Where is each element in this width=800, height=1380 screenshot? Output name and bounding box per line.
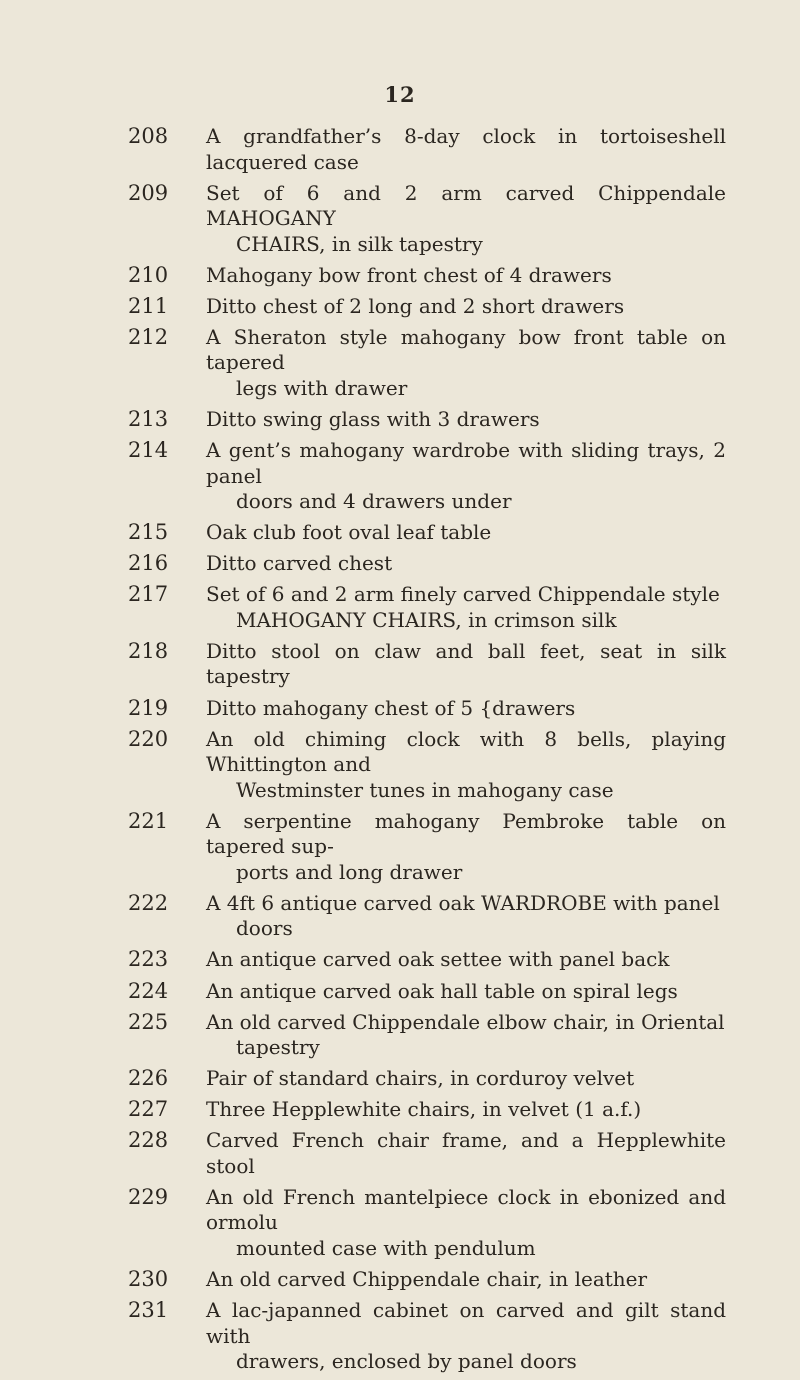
lot-description bbox=[206, 181, 726, 258]
lot-number: 224 bbox=[128, 978, 169, 1003]
lot-number: 209 bbox=[128, 180, 169, 205]
lot-number: 226 bbox=[128, 1066, 169, 1091]
lot-number: 216 bbox=[128, 551, 169, 576]
lot-description-continuation: ports and long drawer bbox=[236, 859, 463, 884]
lot-description-continuation: Westminster tunes in mahogany case bbox=[236, 777, 614, 802]
lot-description-continuation: CHAIRS, in silk tapestry bbox=[236, 231, 483, 256]
lot-description-line: A 4ft 6 antique carved oak WARDROBE with panel bbox=[206, 890, 720, 915]
lot-entry bbox=[0, 1066, 800, 1092]
lot-description bbox=[206, 325, 726, 402]
lot-number: 210 bbox=[128, 262, 169, 287]
lot-description bbox=[206, 520, 726, 546]
lot-description bbox=[206, 407, 726, 433]
lot-description bbox=[206, 891, 726, 942]
lot-number: 213 bbox=[128, 406, 169, 431]
lot-entry bbox=[0, 696, 800, 722]
lot-number: 214 bbox=[128, 438, 169, 463]
lot-number: 229 bbox=[128, 1184, 169, 1209]
lot-entry bbox=[0, 639, 800, 690]
lot-description-line: An old chiming clock with 8 bells, playing Whittington and bbox=[206, 726, 726, 777]
lot-description bbox=[206, 1128, 726, 1179]
lot-description bbox=[206, 639, 726, 690]
lot-description-line: Ditto chest of 2 long and 2 short drawers bbox=[206, 293, 625, 318]
lot-description-continuation: MAHOGANY CHAIRS, in crimson silk bbox=[236, 607, 617, 632]
lot-description-continuation: tapestry bbox=[236, 1035, 320, 1060]
lot-entry bbox=[0, 1298, 800, 1375]
lot-number: 223 bbox=[128, 947, 169, 972]
lot-entry bbox=[0, 1267, 800, 1293]
lot-entry bbox=[0, 947, 800, 973]
lot-number: 208 bbox=[128, 124, 169, 148]
lot-entry bbox=[0, 124, 800, 175]
lot-number: 212 bbox=[128, 324, 169, 349]
lot-description-line: A lac-japanned cabinet on carved and gilt stand with bbox=[206, 1298, 726, 1348]
lot-entry bbox=[0, 1185, 800, 1262]
lot-description-line: An old carved Chippendale elbow chair, in Oriental bbox=[206, 1009, 725, 1034]
lot-entry bbox=[0, 263, 800, 289]
lot-description-continuation: mounted case with pendulum bbox=[236, 1235, 536, 1260]
lot-entry bbox=[0, 1097, 800, 1123]
lot-entry bbox=[0, 809, 800, 886]
lot-description-line: An antique carved oak hall table on spiral legs bbox=[206, 978, 678, 1003]
lot-number: 211 bbox=[128, 293, 169, 318]
lot-description-line: Ditto stool on claw and ball feet, seat in silk tapestry bbox=[206, 638, 726, 689]
lot-number: 217 bbox=[128, 582, 169, 607]
lot-description bbox=[206, 582, 726, 633]
lot-description-line: Pair of standard chairs, in corduroy velvet bbox=[206, 1066, 635, 1091]
lot-number: 231 bbox=[128, 1298, 169, 1323]
lot-number: 228 bbox=[128, 1128, 169, 1153]
lot-number: 218 bbox=[128, 638, 169, 663]
lot-entry bbox=[0, 727, 800, 804]
lot-description bbox=[206, 979, 726, 1005]
lot-description bbox=[206, 263, 726, 289]
lot-description-line: An antique carved oak settee with panel back bbox=[206, 947, 670, 972]
lot-description-line: Carved French chair frame, and a Hepplewhite stool bbox=[206, 1128, 726, 1178]
lot-entry bbox=[0, 407, 800, 433]
lot-description-line: A gent’s mahogany wardrobe with sliding trays, 2 panel bbox=[206, 438, 726, 488]
lot-description-line: An old carved Chippendale chair, in leather bbox=[206, 1267, 648, 1292]
lot-number: 215 bbox=[128, 520, 169, 545]
lot-entry bbox=[0, 582, 800, 633]
lot-description-continuation: drawers, enclosed by panel doors bbox=[236, 1349, 577, 1374]
lot-description bbox=[206, 1066, 726, 1092]
lot-description bbox=[206, 438, 726, 515]
lot-description-continuation: legs with drawer bbox=[236, 375, 408, 400]
lot-entry bbox=[0, 891, 800, 942]
lot-description bbox=[206, 1298, 726, 1375]
lot-description bbox=[206, 809, 726, 886]
lot-description-line: Oak club foot oval leaf table bbox=[206, 520, 492, 545]
lot-description-line: A serpentine mahogany Pembroke table on tapered sup- bbox=[206, 808, 726, 859]
lot-entry bbox=[0, 979, 800, 1005]
lot-description bbox=[206, 294, 726, 320]
lot-description bbox=[206, 1097, 726, 1123]
lot-number: 221 bbox=[128, 808, 169, 833]
lot-description-line: Set of 6 and 2 arm finely carved Chippendale style bbox=[206, 582, 720, 607]
lot-entry bbox=[0, 520, 800, 546]
lot-number: 227 bbox=[128, 1097, 169, 1122]
lot-entry bbox=[0, 294, 800, 320]
lot-description bbox=[206, 124, 726, 175]
lot-entry bbox=[0, 1128, 800, 1179]
lot-description-continuation: doors bbox=[236, 916, 293, 941]
lot-description-line: Set of 6 and 2 arm carved Chippendale MAHOGANY bbox=[206, 180, 726, 231]
lot-entry bbox=[0, 181, 800, 258]
lot-entry bbox=[0, 438, 800, 515]
lot-description bbox=[206, 696, 726, 722]
page-number: 12 bbox=[384, 82, 416, 107]
lot-description-line: Ditto carved chest bbox=[206, 551, 393, 576]
lot-number: 230 bbox=[128, 1267, 169, 1292]
lot-description-line: Mahogany bow front chest of 4 drawers bbox=[206, 262, 612, 287]
lot-description-line: A grandfather’s 8-day clock in tortoiseshell lacquered case bbox=[206, 124, 726, 174]
lot-entry bbox=[0, 325, 800, 402]
lot-number: 225 bbox=[128, 1009, 169, 1034]
lot-description-continuation: doors and 4 drawers under bbox=[236, 489, 512, 514]
lot-description bbox=[206, 727, 726, 804]
lot-number: 220 bbox=[128, 726, 169, 751]
lot-number: 219 bbox=[128, 695, 169, 720]
lot-description bbox=[206, 1185, 726, 1262]
lot-description-line: Three Hepplewhite chairs, in velvet (1 a.f.) bbox=[206, 1097, 642, 1122]
lot-description-line: Ditto mahogany chest of 5 {drawers bbox=[206, 695, 576, 720]
lot-description bbox=[206, 947, 726, 973]
lot-description bbox=[206, 1267, 726, 1293]
lot-description-line: A Sheraton style mahogany bow front table on tapered bbox=[206, 324, 726, 375]
lot-description bbox=[206, 551, 726, 577]
lot-entry bbox=[0, 551, 800, 577]
lot-list bbox=[0, 124, 800, 1380]
lot-number: 222 bbox=[128, 890, 169, 915]
lot-description-line: Ditto swing glass with 3 drawers bbox=[206, 406, 540, 431]
lot-description-line: An old French mantelpiece clock in ebonized and ormolu bbox=[206, 1184, 726, 1235]
